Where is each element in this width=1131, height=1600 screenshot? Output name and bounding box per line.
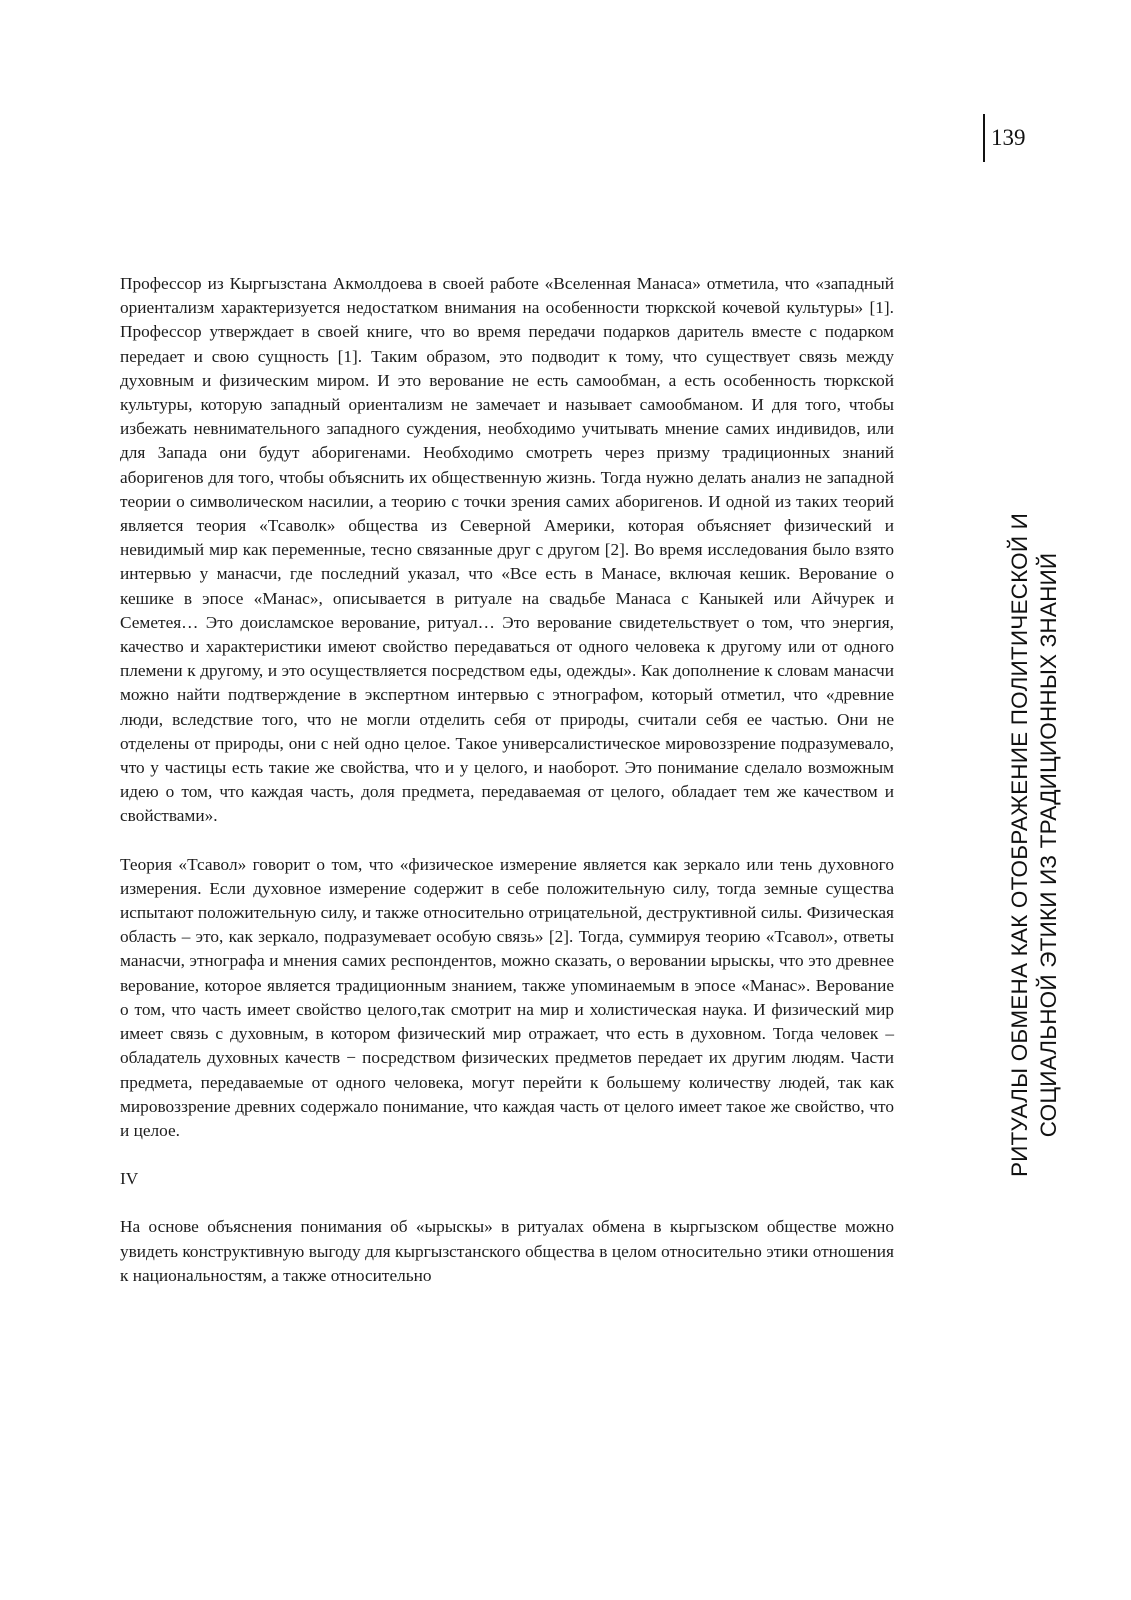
paragraph: Профессор из Кыргызстана Акмолдоева в своей работе «Вселенная Манаса» отметила, что «западный ориентализм характеризуется недостатком внимания на особенности тюркской кочевой культуры» [1]. Профессор утверждает в своей книге, что во время передачи подарков даритель вместе с подарком передает и свою сущность [1]. Таким образом, это подводит к тому, что существует связь между духовным и физическим миром. И это верование не есть самообман, а есть особенность тюркской культуры, которую западный ориентализм не замечает и называет самообманом. И для того, чтобы избежать невнимательного западного суждения, необходимо учитывать мнение самих индивидов, или для Запада они будут аборигенами. Необходимо смотреть через призму традиционных знаний аборигенов для того, чтобы объяснить их общественную жизнь. Тогда нужно делать анализ не западной теории о символическом насилии, а теорию с точки зрения самих аборигенов. И одной из таких теорий является теория «Тсаволк» общества из Северной Америки, которая объясняет физический и невидимый мир как переменные, тесно связанные друг с другом [2]. Во время исследования было взято интервью у манасчи, где последний указал, что «Все есть в Манасе, включая кешик. Верование о кешике в эпосе «Манас», описывается в ритуале на свадьбе Манаса с Каныкей или Айчурек и Семетея… Это доисламское верование, ритуал… Это верование свидетельствует о том, что энергия, качество и характеристики имеют свойство передаваться от одного человека к другому или от одного племени к другому, и это осуществляется посредством еды, одежды». Как дополнение к словам манасчи можно найти подтверждение в экспертном интервью с этнографом, который отметил, что «древние люди, вследствие того, что не могли отделить себя от природы, считали себя ее частью. Они не отделены от природы, они с ней одно целое. Такое универсалистическое мировоззрение подразумевало, что у частицы есть такие же свойства, что и у целого, и наоборот. Это понимание сделало возможным идею о том, что каждая часть, доля предмета, передаваемая от целого, обладает тем же качеством и свойствами». — [120, 274, 894, 826]
page-number: 139 — [991, 125, 1026, 150]
section-heading: IV — [120, 1169, 139, 1189]
running-title-line-2: СОЦИАЛЬНОЙ ЭТИКИ ИЗ ТРАДИЦИОННЫХ ЗНАНИЙ — [1036, 552, 1061, 1138]
running-title-vertical — [1005, 495, 1063, 1195]
running-title-line-1: РИТУАЛЫ ОБМЕНА КАК ОТОБРАЖЕНИЕ ПОЛИТИЧЕСКОЙ И — [1007, 512, 1032, 1178]
paragraph: Теория «Тсавол» говорит о том, что «физическое измерение является как зеркало или тень духовного измерения. Если духовное измерение содержит в себе положительную силу, тогда земные существа испытают положительную силу, и также относительно отрицательной, деструктивной силы. Физическая область – это, как зеркало, подразумевает особую связь» [2]. Тогда, суммируя теорию «Тсавол», ответы манасчи, этнографа и мнения самих респондентов, можно сказать, о веровании ырыскы, что это древнее верование, которое является традиционным знанием, также упоминаемым в эпосе «Манас». Верование о том, что часть имеет свойство целого,так смотрит на мир и холистическая наука. И физический мир имеет связь с духовным, в котором физический мир отражает, что есть в духовном. Тогда человек – обладатель духовных качеств − посредством физических предметов передает их другим людям. Части предмета, передаваемые от одного человека, могут перейти к большему количеству людей, так как мировоззрение древних содержало понимание, что каждая часть от целого имеет такое же свойство, что и целое. — [120, 854, 894, 1140]
article-body — [120, 272, 894, 1288]
page-number-block — [983, 114, 1026, 162]
paragraph: На основе объяснения понимания об «ырыскы» в ритуалах обмена в кыргызском обществе можно увидеть конструктивную выгоду для кыргызстанского общества в целом относительно этики отношения к национальностям, а также относительно — [120, 1217, 894, 1285]
